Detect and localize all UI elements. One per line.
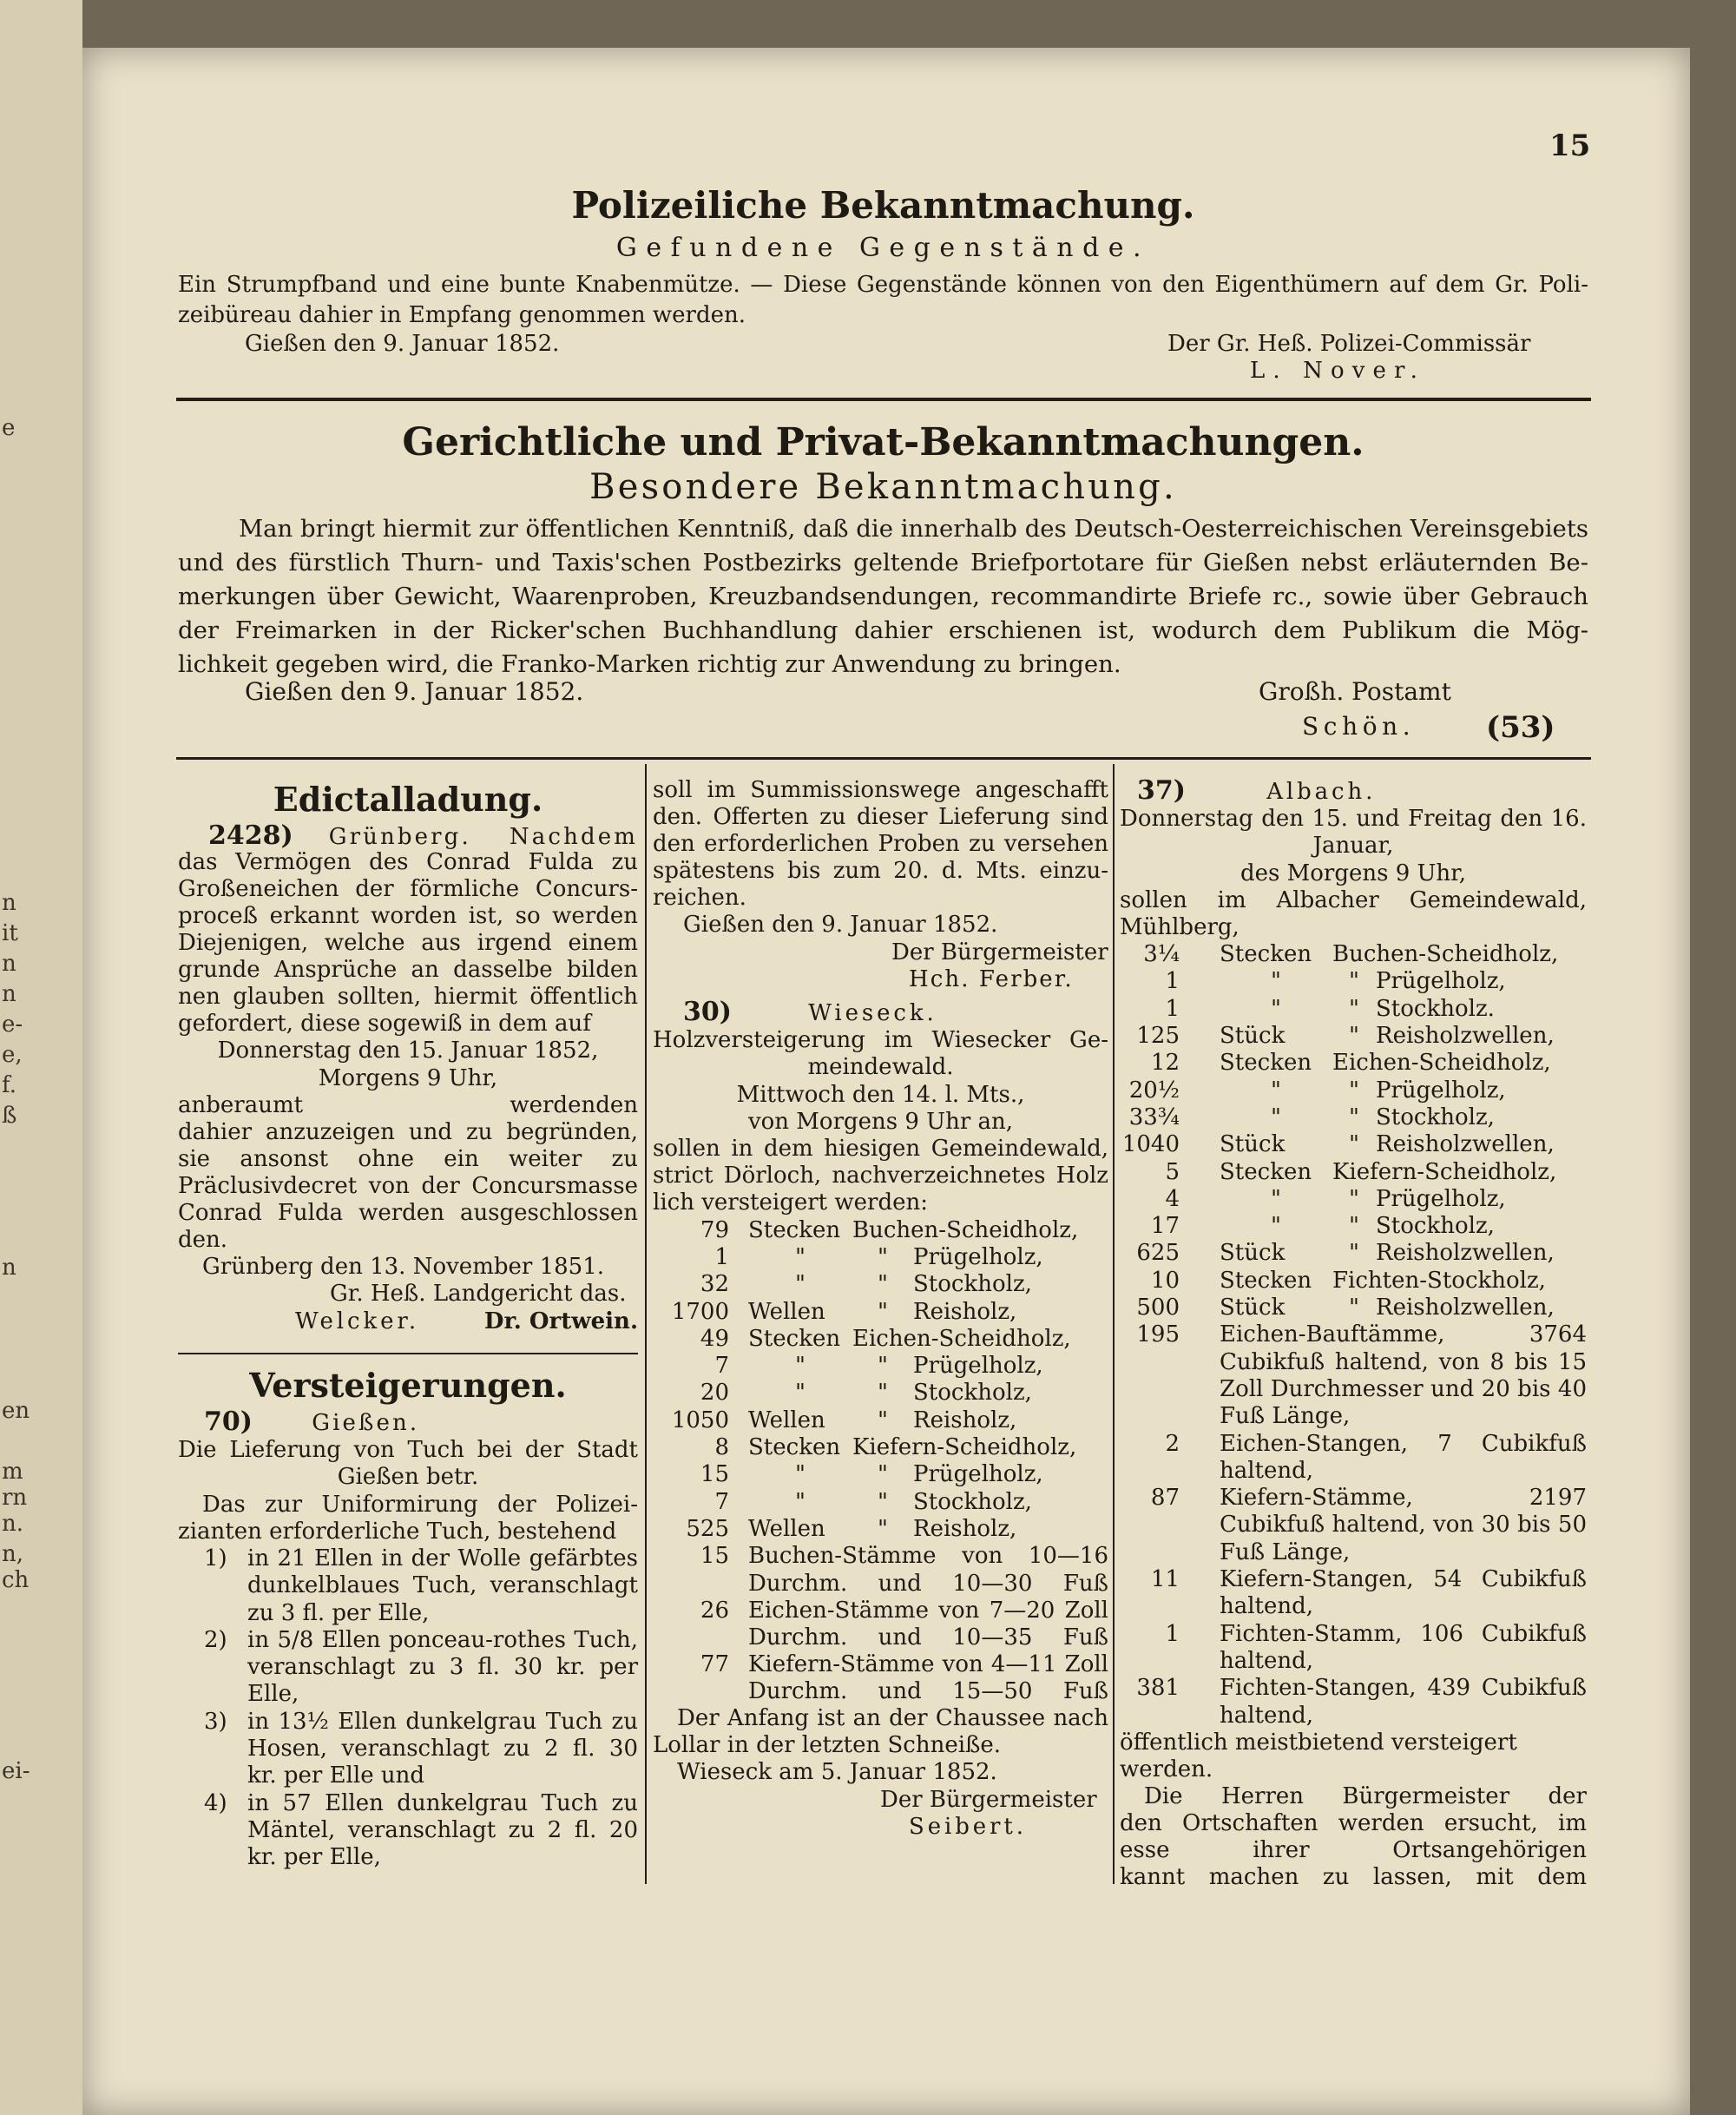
court-subtitle: Besondere Bekanntmachung. bbox=[589, 467, 1177, 507]
edictal-date-line: Donnerstag den 15. Januar 1852, bbox=[217, 1038, 599, 1064]
table-row: 10 Stecken Fichten-Stockholz, bbox=[1150, 1267, 1546, 1294]
court-reference: (53) bbox=[1486, 710, 1555, 745]
previous-page-fragment: n, bbox=[2, 1541, 24, 1567]
edictal-time-line: Morgens 9 Uhr, bbox=[318, 1064, 498, 1091]
wieseck-when-2: von Morgens 9 Uhr an, bbox=[747, 1109, 1014, 1136]
albach-when-1: Donnerstag den 15. und Freitag den 16. bbox=[1120, 806, 1587, 833]
previous-page-fragment: f. bbox=[2, 1072, 16, 1098]
cont-date: Gießen den 9. Januar 1852. bbox=[683, 912, 998, 939]
previous-page-fragment: n bbox=[2, 890, 16, 916]
edictal-line-1: Grünberg. Nachdem bbox=[328, 824, 638, 849]
cont-line-4: spätestens bis zum 20. d. Mts. einzu- bbox=[653, 858, 1108, 884]
previous-page-fragment: e, bbox=[2, 1042, 23, 1068]
court-line-1: Man bringt hiermit zur öffentlichen Kenntniß, daß die innerhalb des Deutsch-Oesterreichischen Vereinsgebiets bbox=[239, 515, 1588, 543]
table-row: 3¼ Stecken Buchen-Scheidholz, bbox=[1143, 941, 1559, 968]
albach-number: 37) bbox=[1137, 775, 1186, 806]
edictal-signatures bbox=[178, 1308, 638, 1335]
albach-note-3: esse ihrer Ortsangehörigen bbox=[1120, 1837, 1587, 1864]
albach-note-1: Die Herren Bürgermeister der bbox=[1144, 1783, 1587, 1810]
table-row: 195 Eichen-Bauftämme, 3764 Cubikfuß haltend, von 8 bis 15 Zoll Durchmesser und 20 bis 40 Fuß Länge, bbox=[1136, 1321, 1587, 1430]
table-row: 525 Wellen " Reisholz, bbox=[686, 1515, 1017, 1542]
table-row: 49 Stecken Eichen-Scheidholz, bbox=[700, 1325, 1071, 1352]
column-rule bbox=[1113, 764, 1115, 1884]
wieseck-intro-1: sollen in dem hiesigen Gemeindewald, bbox=[653, 1136, 1108, 1163]
table-row: 1 " " Stockholz. bbox=[1165, 995, 1495, 1022]
wieseck-subject-1: Holzversteigerung im Wiesecker Ge- bbox=[653, 1027, 1108, 1054]
previous-page-fragment: e- bbox=[2, 1011, 23, 1038]
previous-page-fragment: n bbox=[2, 981, 16, 1007]
auction-intro-1: Das zur Uniformirung der Polizei- bbox=[202, 1491, 638, 1518]
edictal-line-13: Conrad Fulda werden ausgeschlossen bbox=[178, 1199, 638, 1226]
table-row: 500 Stück " Reisholzwellen, bbox=[1136, 1295, 1555, 1321]
albach-when-2: Januar, bbox=[1312, 833, 1394, 860]
list-item: 4) in 57 Ellen dunkelgrau Tuch zu Mäntel, veranschlagt zu 2 fl. 20 kr. per Elle, bbox=[204, 1789, 638, 1871]
edictal-line-6: grunde Ansprüche an dasselbe bilden bbox=[178, 957, 638, 983]
table-row: 33¾ " " Stockholz, bbox=[1128, 1104, 1495, 1130]
auction-subject-2: Gießen betr. bbox=[337, 1464, 479, 1491]
auction-title: Versteigerungen. bbox=[249, 1366, 567, 1406]
table-row: 7 " " Stockholz, bbox=[714, 1488, 1032, 1515]
table-row: 15 " " Prügelholz, bbox=[700, 1461, 1043, 1488]
table-row: 4 " " Prügelholz, bbox=[1165, 1185, 1506, 1212]
table-row: 7 " " Prügelholz, bbox=[714, 1353, 1043, 1380]
edictal-line-14: den. bbox=[178, 1226, 228, 1253]
divider-rule bbox=[178, 1353, 638, 1354]
edictal-court: Gr. Heß. Landgericht das. bbox=[330, 1281, 627, 1308]
wieseck-date: Wieseck am 5. Januar 1852. bbox=[677, 1759, 997, 1786]
edictal-line-11: sie ansonst ohne ein weiter zu bbox=[178, 1145, 638, 1172]
column-2 bbox=[653, 777, 1108, 1841]
table-row: 1700 Wellen " Reisholz, bbox=[671, 1298, 1017, 1325]
court-line-2: und des fürstlich Thurn- und Taxis'schen Postbezirks geltende Briefportotare für Gießen nebst erläuternden Be- bbox=[178, 549, 1588, 577]
albach-note-4: kannt machen zu lassen, mit dem bbox=[1120, 1864, 1587, 1891]
previous-page-fragment: n. bbox=[2, 1511, 24, 1537]
wieseck-subject-2: meindewald. bbox=[807, 1054, 954, 1081]
divider-rule bbox=[176, 398, 1591, 401]
table-row: 1 " " Prügelholz, bbox=[1165, 968, 1506, 995]
previous-page-fragment: ei- bbox=[2, 1758, 30, 1784]
albach-intro-1: sollen im Albacher Gemeindewald, bbox=[1120, 886, 1587, 913]
table-row: 5 Stecken Kiefern-Scheidholz, bbox=[1165, 1158, 1557, 1185]
previous-page-fragment: ß bbox=[2, 1103, 17, 1129]
table-row: 1 " " Prügelholz, bbox=[714, 1243, 1043, 1270]
table-row: 32 " " Stockholz, bbox=[700, 1271, 1032, 1298]
edictal-line-8: gefordert, diese sogewiß in dem auf bbox=[178, 1011, 591, 1037]
albach-intro-2: Mühlberg, bbox=[1120, 913, 1240, 940]
wieseck-intro-3: lich versteigert werden: bbox=[653, 1189, 928, 1216]
list-item: 2) in 5/8 Ellen ponceau-rothes Tuch, veranschlagt zu 3 fl. 30 kr. per Elle, bbox=[204, 1626, 638, 1708]
edictal-signature-1: Welcker. bbox=[295, 1308, 420, 1334]
police-line-1: Ein Strumpfband und eine bunte Knabenmütze. — Diese Gegenstände können von den Eigenthümern auf dem Gr. Poli- bbox=[178, 272, 1588, 298]
edictal-date: Grünberg den 13. November 1851. bbox=[202, 1254, 604, 1281]
divider-rule bbox=[176, 757, 1591, 760]
previous-page-fragment: e bbox=[2, 415, 16, 441]
edictal-line-4: proceß erkannt worden ist, so werden bbox=[178, 903, 638, 929]
albach-when-3: des Morgens 9 Uhr, bbox=[1240, 860, 1467, 886]
column-rule bbox=[645, 764, 647, 1884]
court-body bbox=[178, 512, 1588, 682]
auction-subject-1: Die Lieferung von Tuch bei der Stadt bbox=[178, 1437, 638, 1464]
wieseck-end-2: Lollar in der letzten Schneiße. bbox=[653, 1732, 1002, 1759]
police-signature-office: Der Gr. Heß. Polizei-Commissär bbox=[1167, 331, 1531, 357]
court-line-3: merkungen über Gewicht, Waarenproben, Kreuzbandsendungen, recommandirte Briefe rc., sowie über Gebrauch bbox=[178, 583, 1588, 610]
table-row: 20½ " " Prügelholz, bbox=[1128, 1077, 1506, 1104]
court-title: Gerichtliche und Privat-Bekanntmachungen. bbox=[402, 420, 1364, 465]
table-row: 1 Fichten-Stamm, 106 Cubikfuß haltend, bbox=[1165, 1620, 1587, 1674]
cont-line-2: den. Offerten zu dieser Lieferung sind bbox=[653, 804, 1108, 830]
edictal-line-5: Diejenigen, welche aus irgend einem bbox=[178, 930, 638, 956]
list-item: 1) in 21 Ellen in der Wolle gefärbtes dunkelblaues Tuch, veranschlagt zu 3 fl. per Elle, bbox=[204, 1545, 638, 1626]
wieseck-number: 30) bbox=[683, 997, 732, 1028]
previous-page-fragment: en bbox=[2, 1398, 30, 1424]
table-row: Durchm. und 15—50 Fuß bbox=[748, 1678, 1108, 1705]
previous-page-fragment: n bbox=[2, 1255, 16, 1281]
edictal-line-12: Präclusivdecret von der Concursmasse bbox=[178, 1172, 638, 1199]
wieseck-end-1: Der Anfang ist an der Chaussee nach bbox=[677, 1705, 1108, 1732]
table-row: 12 Stecken Eichen-Scheidholz, bbox=[1150, 1050, 1551, 1077]
wieseck-intro-2: strict Dörloch, nachverzeichnetes Holz bbox=[653, 1163, 1108, 1189]
edictal-line-10: dahier anzuzeigen und zu begründen, bbox=[178, 1118, 638, 1145]
edictal-number: 2428) bbox=[208, 822, 293, 849]
previous-page-fragment: it bbox=[2, 920, 18, 946]
wieseck-signature-name: Seibert. bbox=[909, 1814, 1027, 1841]
auction-place: Gießen. bbox=[312, 1410, 420, 1437]
previous-page-fragment: m bbox=[2, 1459, 23, 1485]
edictal-line-2: das Vermögen des Conrad Fulda zu bbox=[178, 849, 638, 875]
wieseck-place: Wieseck. bbox=[808, 1000, 937, 1027]
table-row: 125 Stück " Reisholzwellen, bbox=[1136, 1023, 1555, 1050]
table-row: 381 Fichten-Stangen, 439 Cubikfuß haltend, bbox=[1136, 1675, 1587, 1729]
table-row: Durchm. und 10—30 Fuß bbox=[748, 1570, 1108, 1597]
auction-intro-2: zianten erforderliche Tuch, bestehend bbox=[178, 1518, 617, 1545]
previous-page-fragment: ch bbox=[2, 1567, 30, 1593]
page-number: 15 bbox=[1549, 128, 1591, 163]
cont-signature-office: Der Bürgermeister bbox=[891, 939, 1108, 965]
table-row: 17 " " Stockholz, bbox=[1150, 1213, 1495, 1240]
column-3 bbox=[1120, 777, 1587, 1891]
edictal-signature-2: Dr. Ortwein. bbox=[483, 1308, 638, 1334]
list-item: 3) in 13½ Ellen dunkelgrau Tuch zu Hosen, veranschlagt zu 2 fl. 30 kr. per Elle und bbox=[204, 1708, 638, 1789]
police-subtitle: Gefundene Gegenstände. bbox=[615, 233, 1151, 263]
court-signature-name: Schön. bbox=[1302, 712, 1416, 741]
table-row: 77 Kiefern-Stämme von 4—11 Zoll bbox=[700, 1650, 1108, 1677]
table-row: Durchm. und 10—35 Fuß bbox=[748, 1624, 1108, 1650]
previous-page-fragment: rn bbox=[2, 1485, 28, 1511]
court-line-4: der Freimarken in der Ricker'schen Buchhandlung dahier erschienen ist, wodurch dem Publikum die Mög- bbox=[178, 616, 1588, 644]
table-row: 8 Stecken Kiefern-Scheidholz, bbox=[714, 1434, 1077, 1461]
edictal-line-3: Großeneichen der förmliche Concurs- bbox=[178, 876, 638, 902]
court-signature-office: Großh. Postamt bbox=[1259, 677, 1451, 706]
police-line-2: zeibüreau dahier in Empfang genommen werden. bbox=[178, 302, 746, 328]
table-row: 15 Buchen-Stämme von 10—16 bbox=[700, 1543, 1108, 1570]
edictal-line-9: anberaumt werdenden bbox=[178, 1091, 638, 1118]
albach-place: Albach. bbox=[1266, 779, 1377, 805]
table-row: 1040 Stück " Reisholzwellen, bbox=[1121, 1131, 1555, 1158]
previous-page-fragment: n bbox=[2, 951, 16, 977]
table-row: 1050 Wellen " Reisholz, bbox=[671, 1407, 1017, 1433]
edictal-title: Edictalladung. bbox=[273, 780, 543, 819]
court-date: Gießen den 9. Januar 1852. bbox=[245, 677, 584, 706]
edictal-line-7: nen glauben sollten, hiermit öffentlich bbox=[178, 984, 638, 1010]
table-row: 79 Stecken Buchen-Scheidholz, bbox=[700, 1216, 1079, 1243]
table-row: 87 Kiefern-Stämme, 2197 Cubikfuß haltend, von 30 bis 50 Fuß Länge, bbox=[1150, 1485, 1587, 1565]
column-1 bbox=[178, 777, 638, 1872]
police-date: Gießen den 9. Januar 1852. bbox=[245, 331, 560, 357]
edictal-head bbox=[178, 822, 638, 849]
table-row: 11 Kiefern-Stangen, 54 Cubikfuß haltend, bbox=[1150, 1566, 1587, 1620]
court-line-5: lichkeit gegeben wird, die Franko-Marken richtig zur Anwendung zu bringen. bbox=[178, 650, 1121, 678]
cont-line-3: den erforderlichen Proben zu versehen bbox=[653, 831, 1108, 857]
table-row: 26 Eichen-Stämme von 7—20 Zoll bbox=[700, 1597, 1108, 1624]
albach-end: öffentlich meistbietend versteigert werden. bbox=[1120, 1729, 1517, 1783]
albach-note-2: den Ortschaften werden ersucht, im bbox=[1120, 1810, 1587, 1837]
auction-number: 70) bbox=[204, 1407, 253, 1438]
wieseck-signature-office: Der Bürgermeister bbox=[880, 1786, 1097, 1813]
cont-line-5: reichen. bbox=[653, 885, 746, 911]
cont-line-1: soll im Summissionswege angeschafft bbox=[653, 777, 1108, 803]
wieseck-when-1: Mittwoch den 14. l. Mts., bbox=[736, 1081, 1025, 1108]
police-signature-name: L. Nover. bbox=[1250, 358, 1426, 384]
police-title: Polizeiliche Bekanntmachung. bbox=[571, 184, 1195, 227]
table-row: 625 Stück " Reisholzwellen, bbox=[1136, 1240, 1555, 1267]
table-row: 20 " " Stockholz, bbox=[700, 1380, 1032, 1407]
table-row: 2 Eichen-Stangen, 7 Cubikfuß haltend, bbox=[1165, 1430, 1587, 1484]
cont-signature-name: Hch. Ferber. bbox=[909, 965, 1074, 992]
